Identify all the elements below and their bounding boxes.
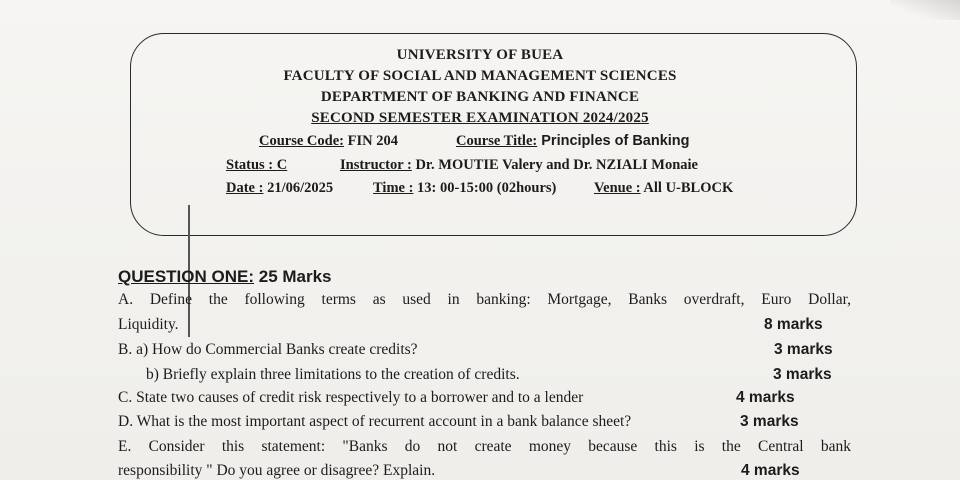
university-name: UNIVERSITY OF BUEA xyxy=(396,47,564,63)
exam-venue xyxy=(594,180,733,197)
question-one-marks: 25 Marks xyxy=(254,267,332,286)
course-title-value: Principles of Banking xyxy=(537,133,690,149)
question-c: C. State two causes of credit risk respectively to a borrower and to a lender xyxy=(118,389,584,406)
question-b-a-marks: 3 marks xyxy=(774,341,833,358)
course-instructor xyxy=(340,157,698,174)
faculty-name: FACULTY OF SOCIAL AND MANAGEMENT SCIENCES xyxy=(283,68,677,84)
question-e-marks: 4 marks xyxy=(741,462,800,479)
question-e-line-1: E. Consider this statement: "Banks do not create money because this is the Central bank xyxy=(118,438,851,455)
time-label: Time : xyxy=(373,180,414,196)
exam-date xyxy=(226,180,333,197)
question-b-b: b) Briefly explain three limitations to the creation of credits. xyxy=(146,366,520,383)
exam-title: SECOND SEMESTER EXAMINATION 2024/2025 xyxy=(311,110,649,126)
question-b-a: B. a) How do Commercial Banks create credits? xyxy=(118,341,418,358)
department-name: DEPARTMENT OF BANKING AND FINANCE xyxy=(320,89,640,105)
question-one-label: QUESTION ONE: xyxy=(118,267,255,286)
question-a-marks: 8 marks xyxy=(764,316,823,333)
instructor-value: Dr. MOUTIE Valery and Dr. NZIALI Monaie xyxy=(411,157,698,173)
question-b-b-marks: 3 marks xyxy=(773,366,832,383)
status-text: Status : C xyxy=(226,157,288,173)
course-code xyxy=(259,133,398,150)
question-d-marks: 3 marks xyxy=(740,413,799,430)
course-title-label: Course Title: xyxy=(456,133,538,149)
date-value: 21/06/2025 xyxy=(263,180,334,196)
question-d: D. What is the most important aspect of recurrent account in a bank balance sheet? xyxy=(118,413,632,430)
question-one-heading xyxy=(118,267,332,287)
date-label: Date : xyxy=(226,180,264,196)
exam-time xyxy=(373,180,556,197)
course-status xyxy=(226,157,287,174)
time-value: 13: 00-15:00 (02hours) xyxy=(413,180,557,196)
course-title xyxy=(456,133,690,150)
question-e-line-2: responsibility " Do you agree or disagree? Explain. xyxy=(118,462,436,479)
instructor-label: Instructor : xyxy=(340,157,412,173)
venue-label: Venue : xyxy=(594,180,641,196)
page-shadow xyxy=(890,0,960,20)
question-a-line-1: A. Define the following terms as used in banking: Mortgage, Banks overdraft, Euro Dollar, xyxy=(118,291,851,308)
course-code-value: FIN 204 xyxy=(343,133,398,149)
question-c-marks: 4 marks xyxy=(736,389,795,406)
venue-value: All U-BLOCK xyxy=(640,180,734,196)
question-a-line-2: Liquidity. xyxy=(118,316,179,333)
course-code-label: Course Code: xyxy=(259,133,344,149)
